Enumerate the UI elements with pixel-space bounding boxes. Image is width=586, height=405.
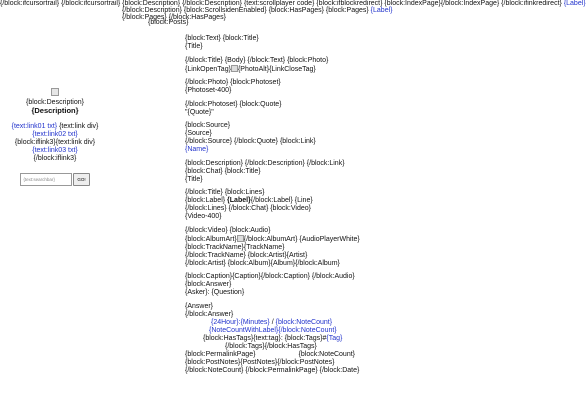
post-line: {/block:NoteCount} {/block:PermalinkPage} {/block:Date} [185, 366, 360, 374]
tag-link[interactable]: {Tag} [326, 334, 343, 342]
header-code-line: {/block:ifcursortrail} {/block:ifcursortrail} {block:Description} {/block:Description} {text:scrollplayer code} {block:ifblockredirect} {block:IndexPage}{/block:IndexPage} {/block:ifinkredirect} [0, 0, 562, 7]
header-posts-block: {block:Posts} [148, 19, 189, 26]
post-line: {block:Source} [185, 122, 231, 129]
sidebar-description-title: {Description} [31, 106, 79, 115]
header-page-link[interactable]: {Label} [370, 7, 393, 14]
post-title: {Title} [185, 175, 203, 183]
source-block [185, 122, 530, 154]
sidebar [0, 88, 110, 186]
post-line: {block:Description} {/block:Description} {/block:Link} [185, 159, 345, 167]
caption-line: {block:Caption}{Caption}{/block:Caption} {/block:Audio} [185, 273, 355, 280]
album-art-line [185, 235, 530, 244]
source-text: {Source} [185, 130, 212, 137]
chat-label: {Label} [227, 197, 251, 204]
header-pages-code: {/block:Description} {block:ScrollsidenEnabled} {block:HasPages} {block:Pages} [122, 7, 369, 14]
sidebar-link-1[interactable]: {text:link01 txt} [11, 123, 58, 130]
album-art-open: {block:AlbumArt} [185, 235, 237, 243]
search-input[interactable] [20, 173, 72, 186]
quote-post [185, 101, 530, 117]
artist-name: {/block:TrackName} {block:Artist}{Artist} [185, 251, 308, 259]
post-line: {/block:Lines} {/block:Chat} {block:Video} [185, 205, 311, 212]
permalink-block: {block:PermalinkPage} [185, 350, 256, 358]
text-post [185, 35, 530, 51]
post-line: {/block:Title} {block:Lines} [185, 189, 265, 196]
link-post-name[interactable]: {Name} [185, 146, 209, 153]
photo-alt: {PhotoAlt}{LinkCloseTag} [237, 65, 316, 73]
post-line: {/block:Photoset} {block:Quote} [185, 100, 282, 108]
note-count-link[interactable]: {block:NoteCount} [275, 318, 333, 326]
post-line: {/block:Video} {block:Audio} [185, 226, 271, 234]
photo-icon[interactable] [231, 65, 238, 72]
photoset-embed: {Photoset-400} [185, 87, 232, 94]
post-line: {block:Chat} {block:Title} [185, 167, 261, 175]
chat-line [185, 197, 530, 205]
photoset-post [185, 79, 530, 95]
post-line: {/block:Title} {Body} {/block:Text} {block:Photo} [185, 56, 329, 64]
chat-line-text: {/block:Label} {Line} [250, 197, 313, 204]
sidebar-iflink3-close: {/block:iflink3} [33, 155, 77, 162]
tags-prefix: {block:HasTags}{text:tag}: {block:Tags}# [203, 334, 327, 342]
sidebar-iflink3-open: {block:iflink3}{text:link div} [14, 139, 96, 146]
photo-line [185, 65, 530, 74]
notecount-block: {block:NoteCount} [298, 350, 355, 358]
track-name: {block:TrackName}{TrackName} [185, 243, 285, 251]
post-line: {/block:Answer} [185, 310, 234, 318]
chat-label-open: {block:Label} [185, 197, 228, 204]
post-notes: {block:PostNotes}{PostNotes}{/block:PostNotes} [185, 358, 335, 366]
posts-column [185, 35, 530, 380]
post-line: {block:Answer} [185, 281, 232, 288]
post-line: {block:Text} {block:Title} [185, 35, 259, 42]
header-link-label[interactable]: {Label} [563, 0, 586, 7]
post-line: {/block:Tags}{/block:HasTags} [225, 342, 317, 350]
image-icon [51, 88, 59, 96]
post-title: {Title} [185, 43, 203, 50]
header-pages-close: {/block:Pages} {/block:HasPages} [122, 14, 226, 21]
post-time-link[interactable]: {24Hour}:{Minutes} [211, 318, 270, 326]
audio-post [185, 227, 530, 268]
search-form [0, 173, 110, 186]
answer-post [185, 273, 530, 297]
answer-text: {Answer} [185, 302, 214, 310]
sidebar-link-2[interactable]: {text:link02 txt} [32, 131, 78, 138]
link-open-tag: {LinkOpenTag} [185, 65, 231, 73]
post-time-line [185, 319, 530, 327]
post-line: {/block:Photo} {block:Photoset} [185, 79, 281, 86]
chat-post [185, 189, 530, 221]
video-embed: {Video-400} [185, 213, 222, 220]
sidebar-link-divider: {text:link div} [57, 123, 99, 130]
audio-player: {/block:AlbumArt} {AudioPlayerWhite} [243, 235, 360, 243]
asker-question: {Asker}: {Question} [185, 289, 245, 296]
album-art-icon [237, 235, 244, 242]
post-meta [185, 303, 530, 375]
sidebar-link-row-1 [0, 123, 110, 131]
quote-text: "{Quote}" [185, 108, 214, 116]
album-name: {/block:Artist} {block:Album}{Album}{/block:Album} [185, 259, 340, 267]
post-line: {/block:Source} {/block:Quote} {block:Link} [185, 138, 316, 145]
search-go-button[interactable]: GO! [73, 173, 89, 186]
link-description-block [185, 160, 530, 184]
sidebar-links [0, 123, 110, 163]
permalink-line [185, 351, 355, 359]
photo-post [185, 57, 530, 74]
sidebar-link-3[interactable]: {text:link03 txt} [32, 147, 78, 154]
sidebar-description-block: {block:Description} [26, 99, 84, 106]
separator: / [269, 318, 276, 326]
note-count-label[interactable]: {NoteCountWithLabel}{/block:NoteCount} [209, 326, 337, 334]
tags-line [185, 335, 530, 343]
